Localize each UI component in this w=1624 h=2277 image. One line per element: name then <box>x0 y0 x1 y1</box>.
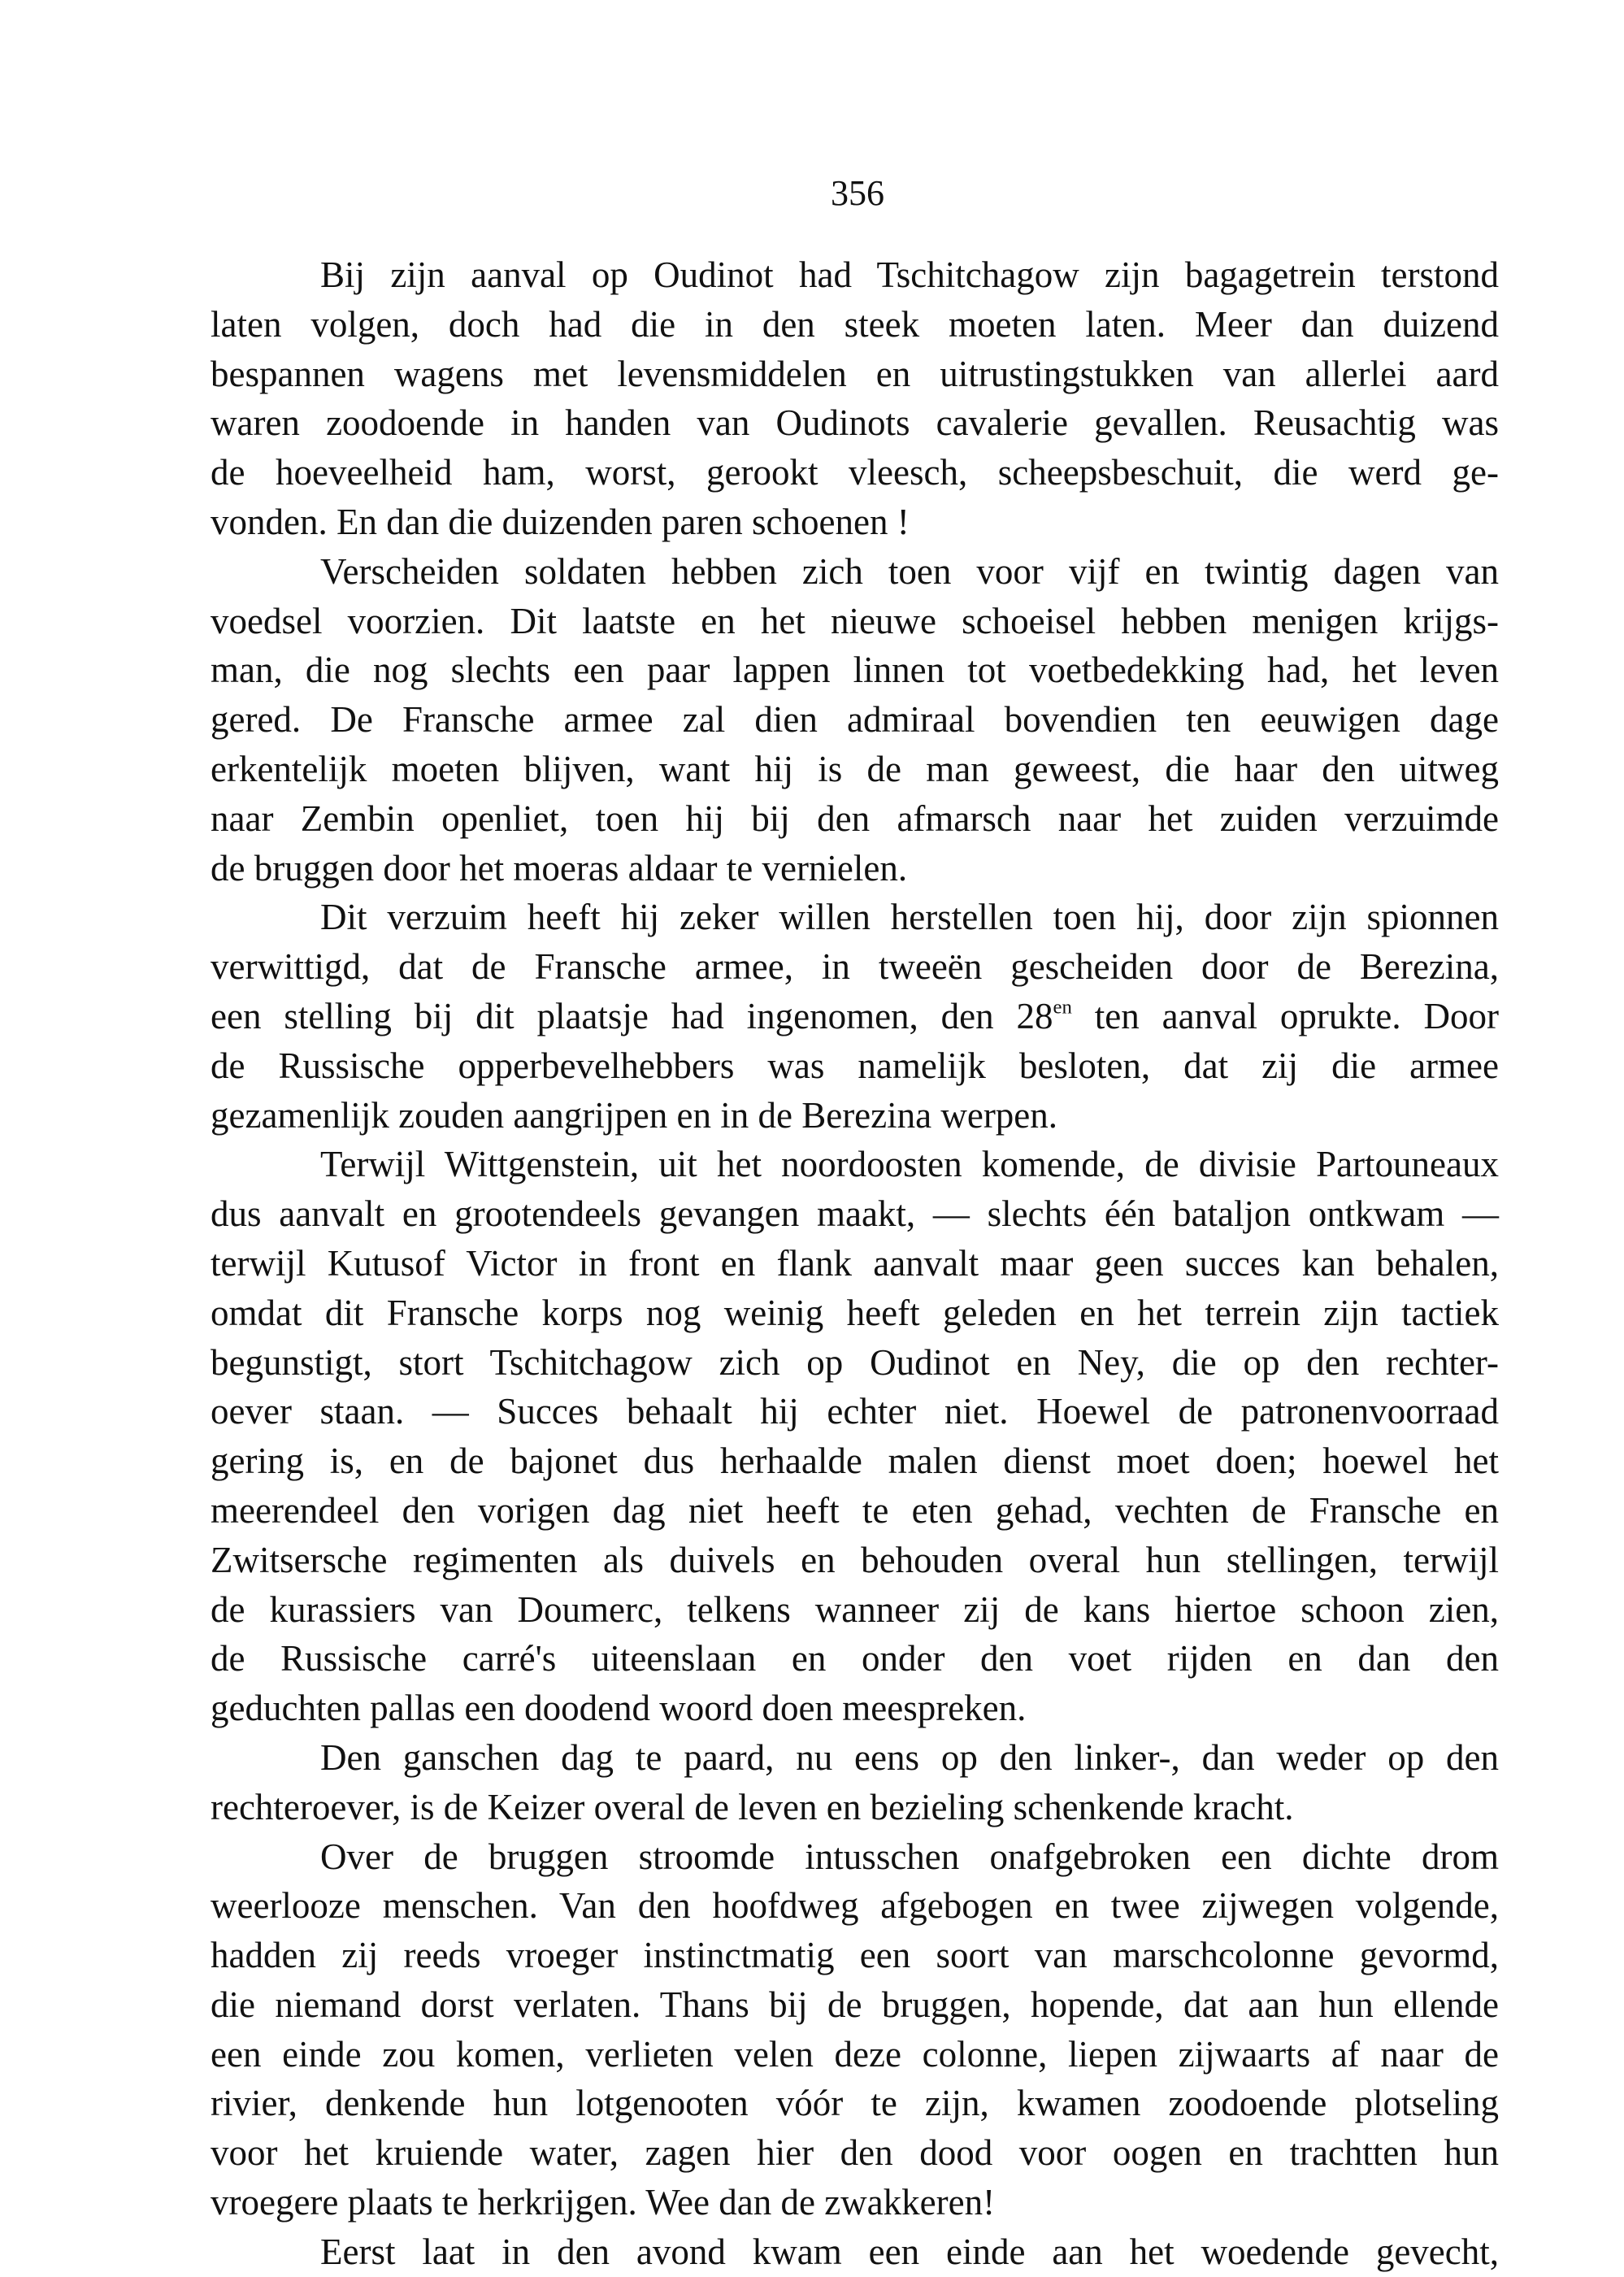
text-line-content: de Russische carré's uiteenslaan en onder den voet rijden en dan den <box>211 1638 1499 1680</box>
text-line-content: omdat dit Fransche korps nog weinig heeft geleden en het terrein zijn tactiek <box>211 1292 1499 1333</box>
text-line <box>211 1436 1499 1486</box>
page-number: 356 <box>831 173 884 213</box>
text-line <box>211 992 1499 1041</box>
text-line-content: voedsel voorzien. Dit laatste en het nieuwe schoeisel hebben menigen krijgs- <box>211 600 1499 641</box>
text-line-content: voor het kruiende water, zagen hier den dood voor oogen en trachtten hun <box>211 2132 1499 2174</box>
text-line-content: Dit verzuim heeft hij zeker willen herstellen toen hij, door zijn spionnen <box>320 897 1499 938</box>
text-line <box>211 398 1499 448</box>
text-line-content: naar Zembin openliet, toen hij bij den afmarsch naar het zuiden verzuimde <box>211 797 1499 839</box>
text-line <box>211 1091 1499 1141</box>
text-line-content: gered. De Fransche armee zal dien admiraal bovendien ten eeuwigen dage <box>211 699 1499 741</box>
text-line-content: Verscheiden soldaten hebben zich toen voor vijf en twintig dagen van <box>320 550 1499 592</box>
text-line-content: vroegere plaats te herkrijgen. Wee dan de zwakkeren! <box>211 2182 996 2223</box>
text-line <box>211 2128 1499 2178</box>
text-line <box>211 250 1499 300</box>
text-line <box>211 942 1499 992</box>
text-line-content: Terwijl Wittgenstein, uit het noordoosten komende, de divisie Partouneaux <box>320 1144 1499 1185</box>
text-line-content: de kurassiers van Doumerc, telkens wanneer zij de kans hiertoe schoon zien, <box>211 1588 1499 1630</box>
text-line-content: Zwitsersche regimenten als duivels en behouden overal hun stellingen, terwijl <box>211 1539 1499 1580</box>
text-line-content: die niemand dorst verlaten. Thans bij de bruggen, hopende, dat aan hun ellende <box>211 1984 1499 2025</box>
text-line <box>211 844 1499 893</box>
text-line <box>211 1684 1499 1733</box>
text-line <box>211 1634 1499 1684</box>
text-line <box>211 300 1499 350</box>
text-line <box>211 498 1499 547</box>
text-line <box>211 1189 1499 1239</box>
text-line-content: rivier, denkende hun lotgenooten vóór te zijn, kwamen zoodoende plotseling <box>211 2083 1499 2124</box>
text-line <box>211 1140 1499 1189</box>
text-line-content: Bij zijn aanval op Oudinot had Tschitchagow zijn bagagetrein terstond <box>320 254 1499 295</box>
text-line-content: Over de bruggen stroomde intusschen onafgebroken een dichte drom <box>320 1836 1499 1877</box>
text-line <box>211 2227 1499 2277</box>
text-line <box>211 1881 1499 1931</box>
text-line-content: een stelling bij dit plaatsje had ingenomen, den 28 <box>211 995 1053 1036</box>
text-line-content: rechteroever, is de Keizer overal de leven en bezieling schenkende kracht. <box>211 1786 1294 1827</box>
text-line-content: laten volgen, doch had die in den steek moeten laten. Meer dan duizend <box>211 303 1499 345</box>
superscript: en <box>1053 996 1072 1019</box>
text-line-content: gering is, en de bajonet dus herhaalde malen dienst moet doen; hoewel het <box>211 1441 1499 1482</box>
text-line <box>211 597 1499 646</box>
text-line-content: meerendeel den vorigen dag niet heeft te eten gehad, vechten de Fransche en <box>211 1489 1499 1531</box>
text-line-content: terwijl Kutusof Victor in front en flank aanvalt maar geen succes kan behalen, <box>211 1242 1499 1284</box>
text-line <box>211 1536 1499 1585</box>
text-line <box>211 794 1499 844</box>
text-line-content: Eerst laat in den avond kwam een einde aan het woedende gevecht, <box>320 2231 1499 2272</box>
text-line <box>211 695 1499 745</box>
text-line-content: gezamenlijk zouden aangrijpen en in de Berezina werpen. <box>211 1094 1058 1136</box>
text-line-content: Den ganschen dag te paard, nu eens op den linker-, dan weder op den <box>320 1736 1499 1778</box>
text-line <box>211 1041 1499 1091</box>
text-line-content: bespannen wagens met levensmiddelen en uitrustingstukken van allerlei aard <box>211 353 1499 394</box>
text-line <box>211 1980 1499 2030</box>
text-line <box>211 1387 1499 1436</box>
text-line <box>211 645 1499 695</box>
text-line-content: hadden zij reeds vroeger instinctmatig een soort van marschcolonne gevormd, <box>211 1935 1499 1976</box>
text-line-content: waren zoodoende in handen van Oudinots cavalerie gevallen. Reusachtig was <box>211 402 1499 444</box>
text-line-content: de bruggen door het moeras aldaar te vernielen. <box>211 847 908 889</box>
text-line <box>211 1585 1499 1635</box>
text-line-content: oever staan. — Succes behaalt hij echter niet. Hoewel de patronenvoorraad <box>211 1391 1499 1432</box>
text-line <box>211 1486 1499 1536</box>
text-line-content: weerlooze menschen. Van den hoofdweg afgebogen en twee zijwegen volgende, <box>211 1885 1499 1927</box>
text-line-content: erkentelijk moeten blijven, want hij is de man geweest, die haar den uitweg <box>211 748 1499 789</box>
text-line <box>211 350 1499 399</box>
text-line <box>211 1931 1499 1980</box>
text-line <box>211 1288 1499 1338</box>
text-line <box>211 547 1499 597</box>
text-line-content: de hoeveelheid ham, worst, gerookt vleesch, scheepsbeschuit, die werd ge- <box>211 452 1499 493</box>
text-line <box>211 1338 1499 1388</box>
text-line <box>211 2079 1499 2128</box>
text-line-content: geduchten pallas een doodend woord doen meespreken. <box>211 1688 1027 1729</box>
text-line-content: dus aanvalt en grootendeels gevangen maakt, — slechts één bataljon ontkwam — <box>211 1193 1499 1235</box>
text-line <box>211 448 1499 498</box>
text-line-content: een einde zou komen, verlieten velen deze colonne, liepen zijwaarts af naar de <box>211 2033 1499 2075</box>
text-line <box>211 1832 1499 1882</box>
text-line <box>211 745 1499 794</box>
text-line <box>211 1783 1499 1832</box>
body-text <box>211 250 1499 2277</box>
text-line-content: de Russische opperbevelhebbers was namelijk besloten, dat zij die armee <box>211 1045 1499 1086</box>
text-line <box>211 2178 1499 2227</box>
text-line <box>211 1239 1499 1288</box>
text-line-content: vonden. En dan die duizenden paren schoenen ! <box>211 501 910 542</box>
text-line-content: begunstigt, stort Tschitchagow zich op Oudinot en Ney, die op den rechter- <box>211 1341 1499 1383</box>
text-line <box>211 893 1499 942</box>
text-line <box>211 1733 1499 1783</box>
text-line-content: ten aanval oprukte. Door <box>1071 995 1499 1036</box>
text-line-content: man, die nog slechts een paar lappen linnen tot voetbedekking had, het leven <box>211 650 1499 691</box>
text-line <box>211 2030 1499 2079</box>
text-line-content: verwittigd, dat de Fransche armee, in tweeën gescheiden door de Berezina, <box>211 946 1499 988</box>
